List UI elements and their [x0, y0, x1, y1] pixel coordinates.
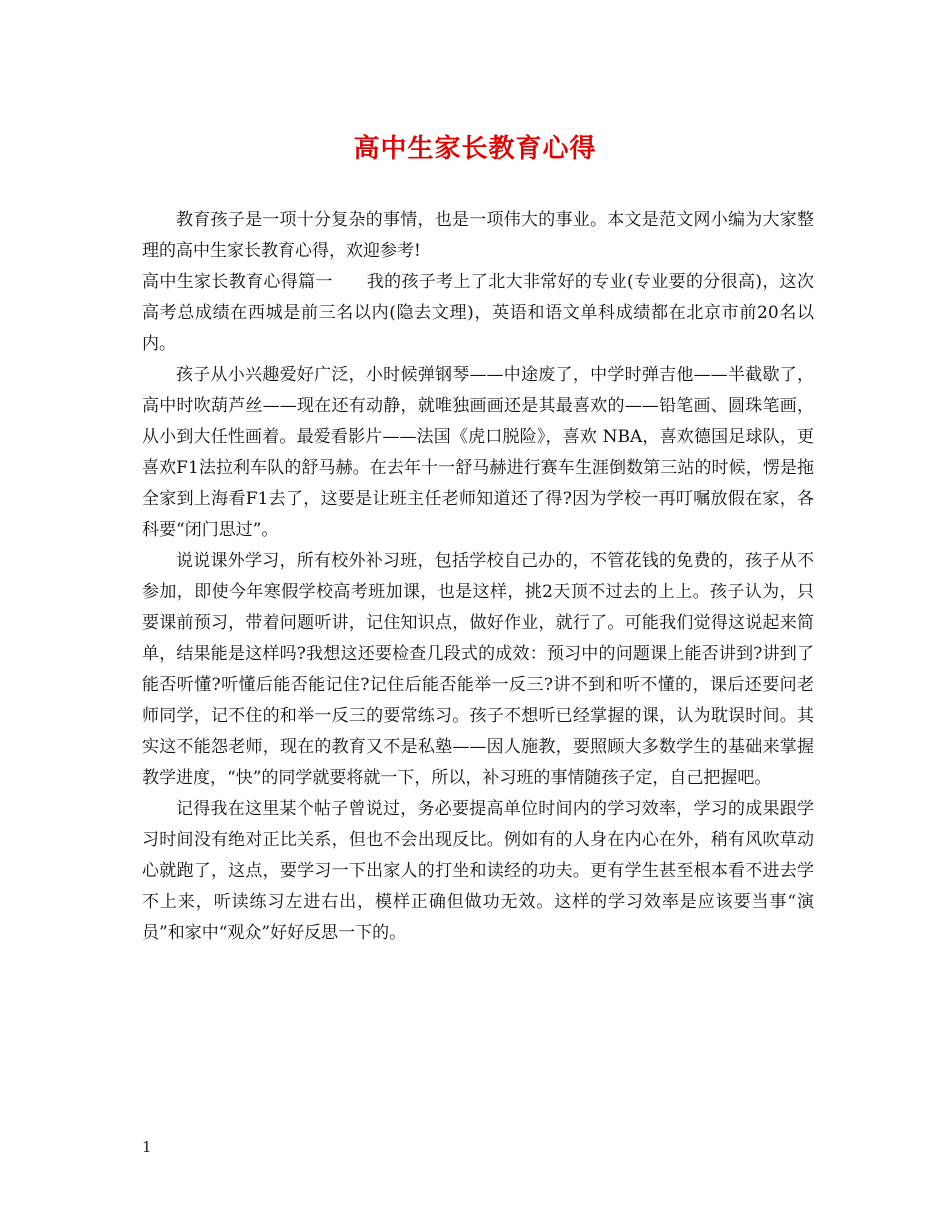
efficiency-paragraph: 记得我在这里某个帖子曾说过，务必要提高单位时间内的学习效率，学习的成果跟学习时间没有绝对正比关系，但也不会出现反比。例如有的人身在内心在外，稍有风吹草动心就跑了，这点，要学习一下出家人的打坐和读经的功夫。更有学生甚至根本看不进去学不上来，听读练习左进右出，模样正确但做功无效。这样的学习效率是应该要当事“演员”和家中“观众”好好反思一下的。	[142, 799, 814, 943]
hobbies-paragraph: 孩子从小兴趣爱好广泛，小时候弹钢琴——中途废了，中学时弹吉他——半截歇了，高中时吹葫芦丝——现在还有动静，就唯独画画还是其最喜欢的——铅笔画、圆珠笔画，从小到大任性画着。最爱看影片——法国《虎口脱险》，喜欢 NBA，喜欢德国足球队，更喜欢F1法拉利车队的舒马赫。在去年十一舒马赫进行赛车生涯倒数第三站的时候，愣是拖全家到上海看F1去了，这要是让班主任老师知道还了得?因为学校一再叮嘱放假在家，各科要“闭门思过”。	[142, 365, 814, 540]
document-body	[142, 205, 814, 949]
section-text: 我的孩子考上了北大非常好的专业(专业要的分很高)，这次高考总成绩在西城是前三名以内(隐去文理)，英语和语文单科成绩都在北京市前20名以内。	[142, 272, 815, 354]
intro-paragraph: 教育孩子是一项十分复杂的事情，也是一项伟大的事业。本文是范文网小编为大家整理的高中生家长教育心得，欢迎参考!	[142, 210, 814, 261]
document-title: 高中生家长教育心得	[353, 134, 597, 164]
section-paragraph	[142, 267, 814, 360]
page-number: 1	[142, 1138, 152, 1156]
tutoring-paragraph: 说说课外学习，所有校外补习班，包括学校自己办的，不管花钱的免费的，孩子从不参加，即使今年寒假学校高考班加课，也是这样，挑2天顶不过去的上上。孩子认为，只要课前预习，带着问题听讲，记住知识点，做好作业，就行了。可能我们觉得这说起来简单，结果能是这样吗?我想这还要检查几段式的成效：预习中的问题课上能否讲到?讲到了能否听懂?听懂后能否能记住?记住后能否能举一反三?讲不到和听不懂的，课后还要问老师同学，记不住的和举一反三的要常练习。孩子不想听已经掌握的课，认为耽误时间。其实这不能怨老师，现在的教育又不是私塾——因人施教，要照顾大多数学生的基础来掌握教学进度，“快”的同学就要将就一下，所以，补习班的事情随孩子定，自己把握吧。	[142, 551, 814, 788]
section-heading: 高中生家长教育心得篇一	[142, 272, 333, 292]
